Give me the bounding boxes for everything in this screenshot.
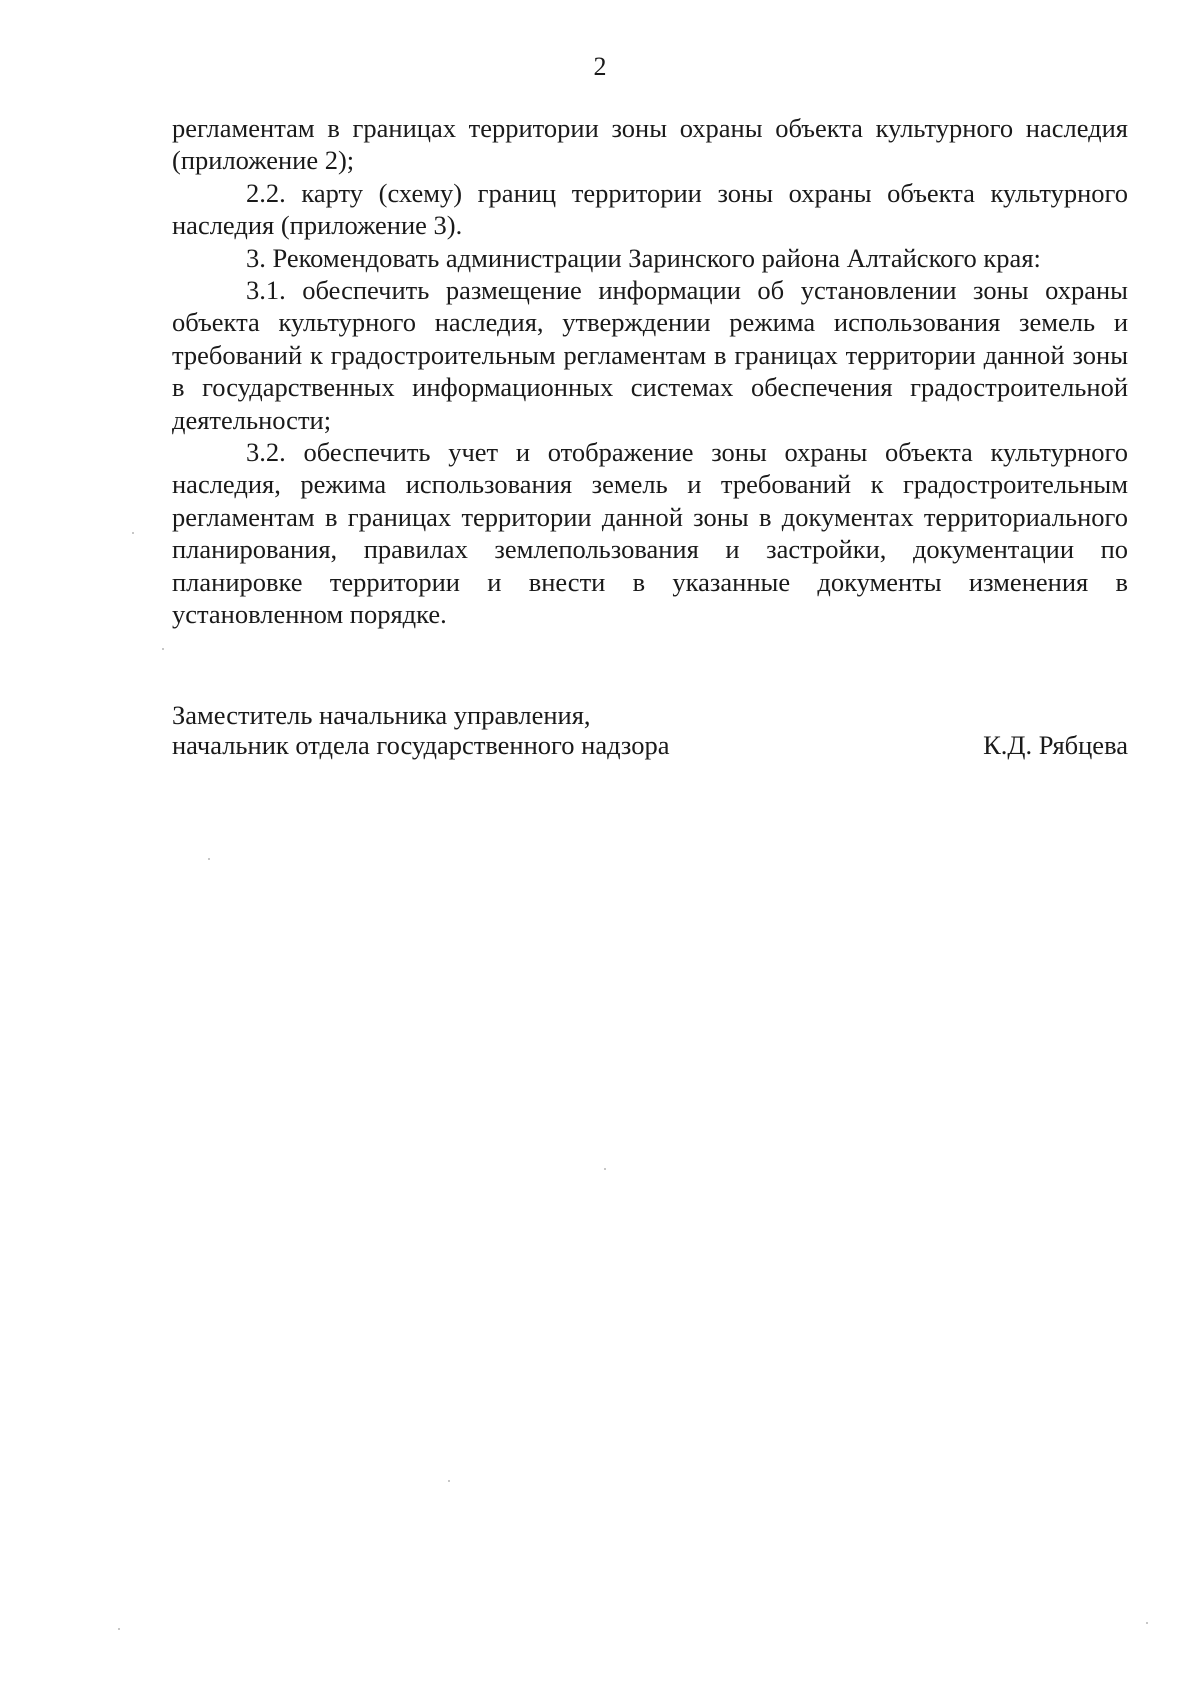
signatory-position-line1: Заместитель начальника управления,: [172, 700, 591, 730]
signatory-position-line2: начальник отдела государственного надзора: [172, 730, 670, 760]
paragraph-2-2: 2.2. карту (схему) границ территории зоны охраны объекта культурного наследия (приложение 3).: [172, 177, 1128, 241]
paragraph-3: 3. Рекомендовать администрации Заринского района Алтайского края:: [246, 242, 1041, 273]
scan-speck: [1146, 1622, 1148, 1624]
page-number: 2: [593, 52, 607, 81]
scan-speck: [448, 1480, 450, 1482]
paragraph-3-1: 3.1. обеспечить размещение информации об установлении зоны охраны объекта культурного наследия, утверждении режима использования земель и требований к градостроительным регламентам в границах территории данной зоны в государственных информационных системах обеспечения градостроительной деятельности;: [172, 275, 1128, 435]
scan-speck: [132, 532, 134, 534]
scan-speck: [162, 648, 164, 650]
scan-speck: [604, 1168, 606, 1170]
paragraph-3-2: 3.2. обеспечить учет и отображение зоны охраны объекта культурного наследия, режима использования земель и требований к градостроительным регламентам в границах территории данной зоны в документах территориального планирования, правилах землепользования и застройки, документации по планировке территории и внести в указанные документы изменения в установленном порядке.: [172, 437, 1128, 630]
signature-block: [172, 700, 1128, 760]
signatory-name: К.Д. Рябцева: [983, 730, 1128, 760]
scan-speck: [118, 1628, 120, 1630]
document-body: [172, 112, 1128, 631]
scan-speck: [208, 858, 210, 860]
paragraph-continuation: регламентам в границах территории зоны охраны объекта культурного наследия (приложение 2);: [172, 113, 1128, 176]
